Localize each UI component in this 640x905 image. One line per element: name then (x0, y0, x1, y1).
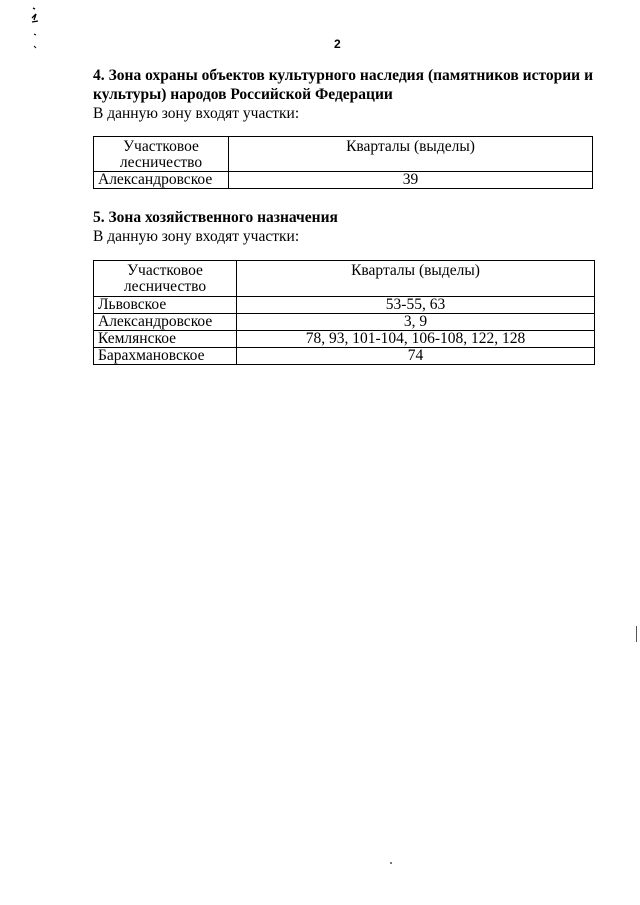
scan-artifact-line (636, 626, 637, 642)
table-header-row (94, 137, 593, 172)
cell-quarters: 3, 9 (237, 314, 595, 331)
section-5-table (93, 260, 595, 365)
cell-forestry: Львовское (94, 297, 237, 314)
scan-margin-marks (30, 6, 42, 50)
page-number: 2 (334, 37, 341, 51)
cell-quarters: 53-55, 63 (237, 297, 595, 314)
section-4 (93, 66, 593, 123)
cell-forestry: Кемлянское (94, 331, 237, 348)
cell-forestry: Александровское (94, 172, 229, 189)
section-5-intro: В данную зону входят участки: (93, 228, 300, 245)
section-4-table (93, 136, 593, 189)
section-5-heading: 5. Зона хозяйственного назначения (93, 209, 338, 226)
cell-quarters: 39 (229, 172, 593, 189)
header-forestry: Участковое лесничество (94, 261, 237, 297)
table-row (94, 297, 595, 314)
table-row (94, 314, 595, 331)
section-4-intro: В данную зону входят участки: (93, 105, 300, 122)
header-forestry: Участковое лесничество (94, 137, 229, 172)
table-row (94, 331, 595, 348)
cell-forestry: Барахмановское (94, 348, 237, 365)
table-row (94, 172, 593, 189)
section-5 (93, 208, 593, 246)
header-quarters: Кварталы (выделы) (229, 137, 593, 172)
table-header-row (94, 261, 595, 297)
table-row (94, 348, 595, 365)
cell-quarters: 74 (237, 348, 595, 365)
cell-quarters: 78, 93, 101-104, 106-108, 122, 128 (237, 331, 595, 348)
section-4-heading: 4. Зона охраны объектов культурного наследия (памятников истории и культуры) народов Российской Федерации (93, 67, 593, 103)
scan-artifact-dot (390, 862, 392, 864)
cell-forestry: Александровское (94, 314, 237, 331)
header-quarters: Кварталы (выделы) (237, 261, 595, 297)
